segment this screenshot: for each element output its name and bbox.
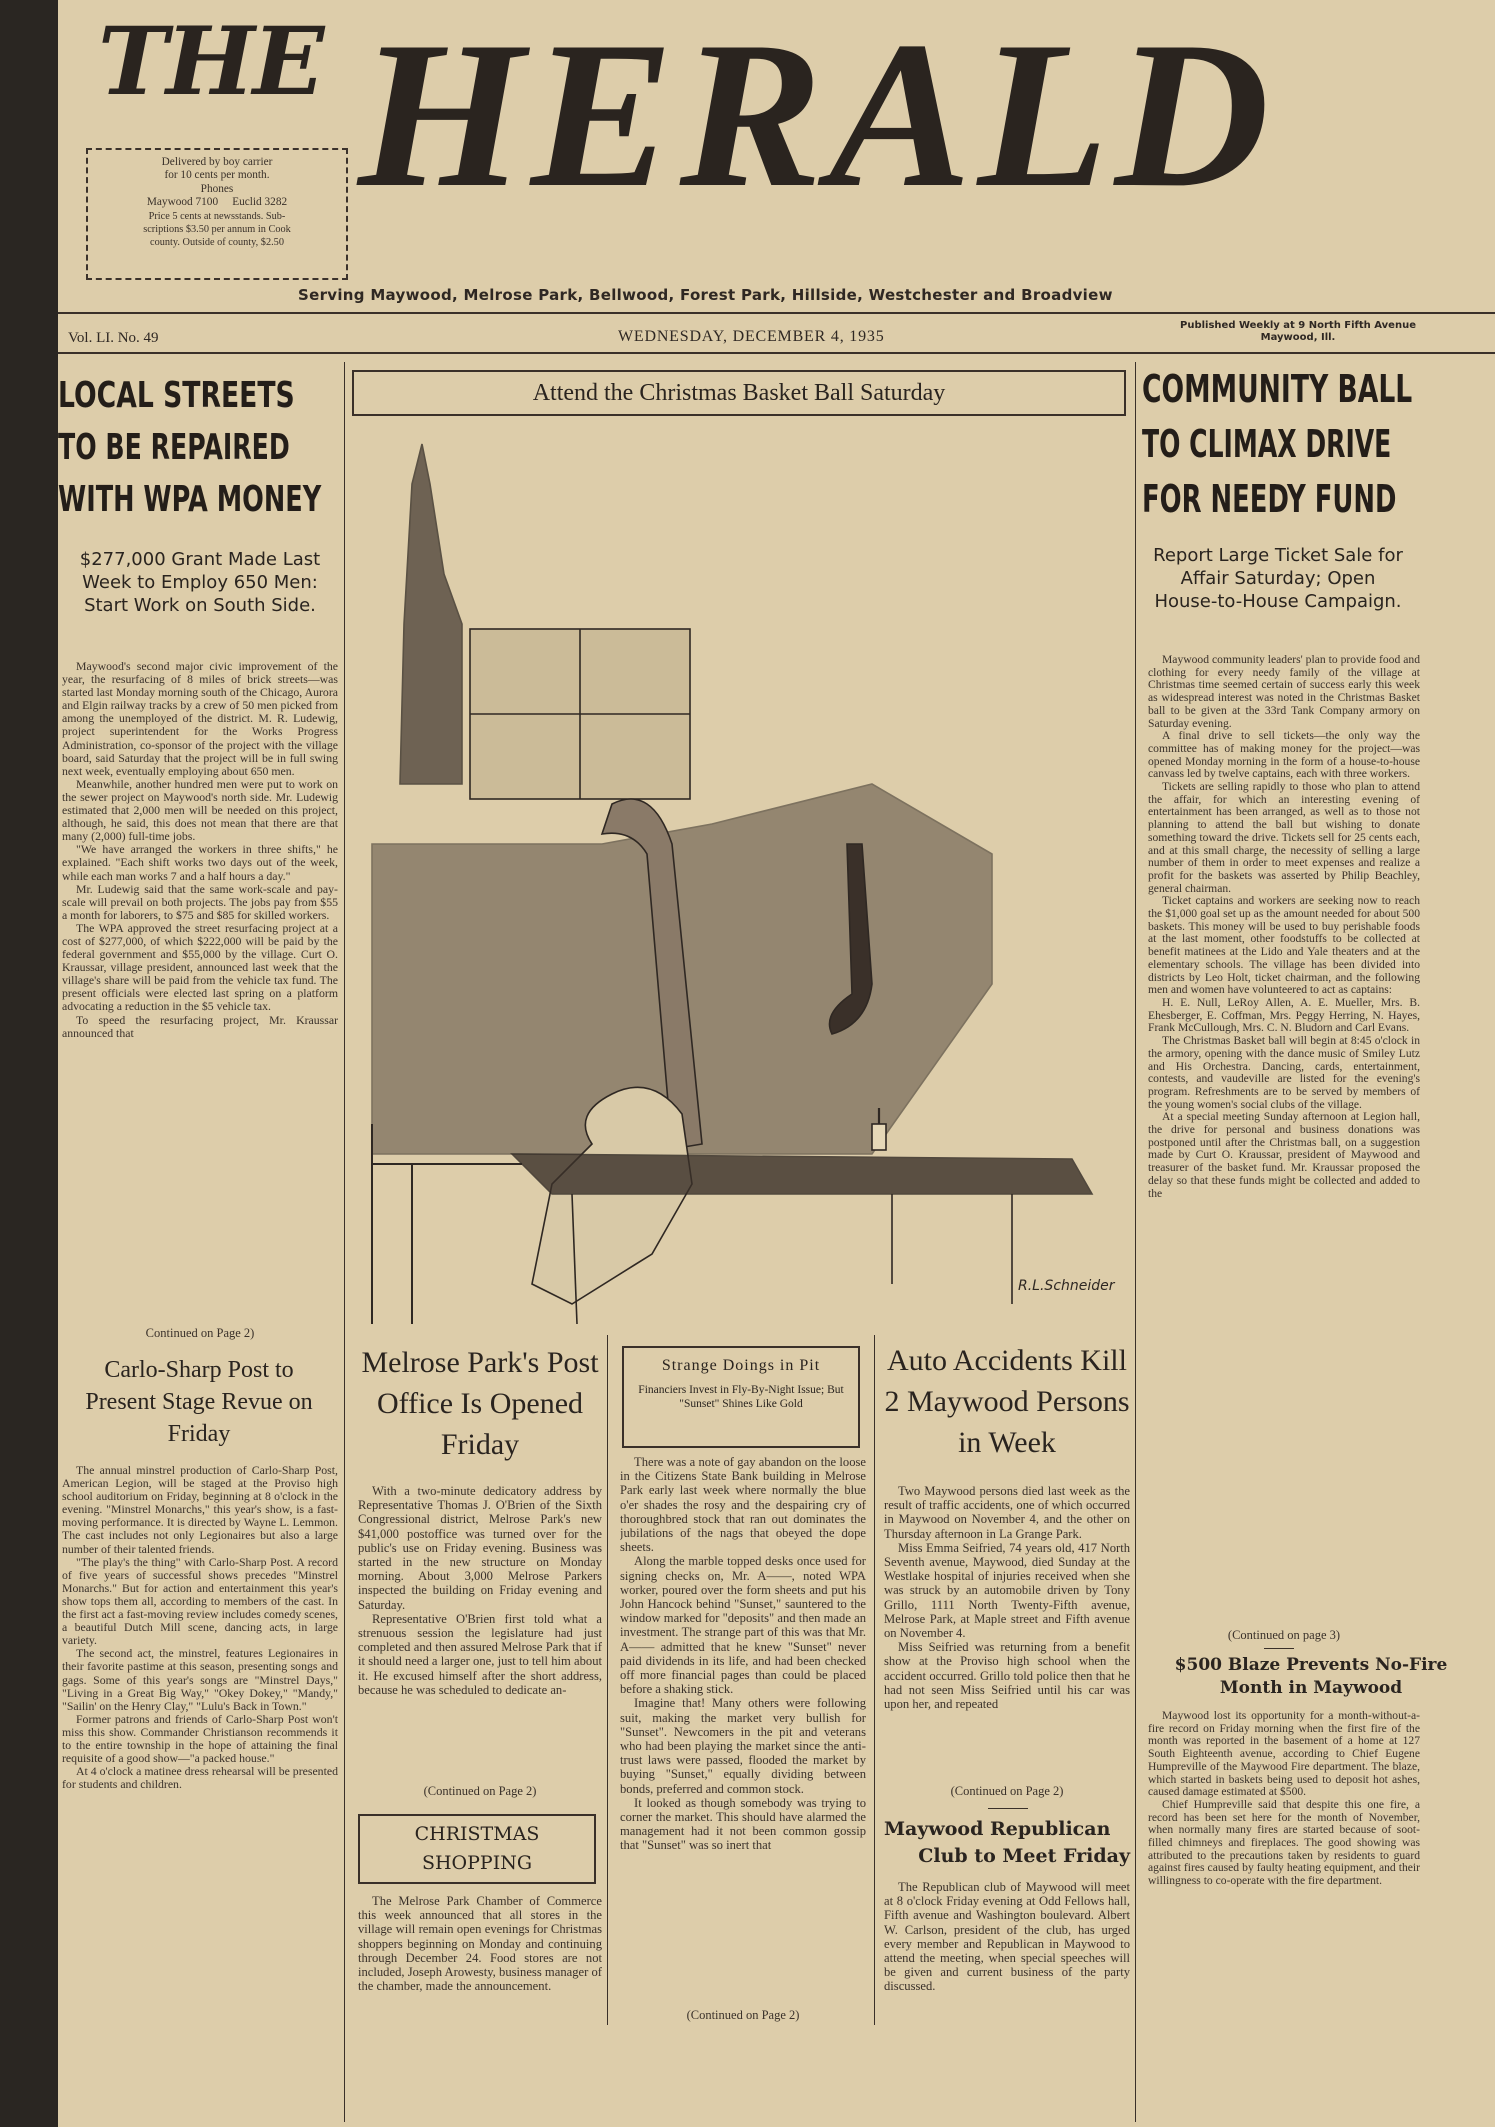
community-ball-subhead: Report Large Ticket Sale for Affair Saturday; Open House-to-House Campaign. <box>1153 545 1403 612</box>
carlo-sharp-body <box>62 1464 338 2024</box>
table-shape <box>512 1154 1092 1194</box>
issue-date: WEDNESDAY, DECEMBER 4, 1935 <box>618 328 885 345</box>
christmas-banner <box>352 370 1126 416</box>
column-rule <box>874 1335 875 2025</box>
paragraph: The second act, the minstrel, features Legionaires in their favorite pastime at this season, presenting songs and gags. Some of this year's songs are "Minstrel Days," "Living in a Great Big Way," "Okey Dokey," "Mandy," "Sailin' on the Henry Clay," "Lulu's Back in Town." <box>62 1646 338 1713</box>
subscription-line: county. Outside of county, $2.50 <box>150 237 284 249</box>
subscription-line: Maywood 7100 Euclid 3282 <box>146 196 288 209</box>
masthead-rule <box>58 312 1495 314</box>
paragraph: With a two-minute dedicatory address by Representative Thomas J. O'Brien of the Sixth Congressional district, Melrose Park's new $41,000 postoffice was turned over for the public's use on Friday evening. Business was started in the new structure on Monday morning. About 3,000 Melrose Parkers inspected the building on Friday evening and Saturday. <box>358 1484 602 1612</box>
paragraph: Miss Seifried was returning from a benefit show at the Proviso high school when the accident occurred. Grillo told police then that he had not seen Miss Seifried until his car was upon her, and repeated <box>884 1640 1130 1712</box>
paragraph: At 4 o'clock a matinee dress rehearsal will be presented for students and children. <box>62 1764 338 1792</box>
banner-text: Attend the Christmas Basket Ball Saturday <box>532 380 946 406</box>
box-line: SHOPPING <box>421 1852 533 1874</box>
artist-signature: R.L.Schneider <box>1018 1278 1115 1294</box>
paragraph: Maywood lost its opportunity for a month-without-a-fire record on Friday morning when the first fire of the month was reported in the basement of a home at 127 South Eighteenth avenue, according to Chief Eugene Humpreville of the Maywood Fire department. The blaze, which started in baskets being used to deposit hot ashes, caused damage estimated at $500. <box>1148 1710 1420 1799</box>
column-rule <box>1135 362 1136 2122</box>
headline-line: COMMUNITY BALL <box>1142 367 1413 411</box>
paragraph: Tickets are selling rapidly to those who plan to attend the affair, for which an interesting evening of entertainment has been arranged, as well as to those not planning to attend the ball but wishing to donate something toward the drive. Tickets sell for 25 cents each, and at this small charge, the necessity of selling a large number of them in order to meet expenses and realize a profit for the baskets was asserted by Philip Beachley, general chairman. <box>1148 780 1420 895</box>
republican-headline <box>884 1816 1130 1870</box>
strange-doings-box <box>622 1346 860 1448</box>
strange-continued: (Continued on Page 2) <box>686 2008 800 2022</box>
subscription-line: scriptions $3.50 per annum in Cook <box>143 224 291 236</box>
local-streets-body <box>62 660 338 1328</box>
newspaper-page <box>58 0 1495 2127</box>
melrose-body <box>358 1484 602 1784</box>
paragraph: To speed the resurfacing project, Mr. Kraussar announced that <box>62 1012 338 1040</box>
paragraph: The WPA approved the street resurfacing project at a cost of $277,000, of which $222,000 will be paid by the federal government and $55,000 by the village. Curt O. Kraussar, village president, announced last week that the village's share will be paid from the vehicle tax fund. The present officials were elected last spring on a platform advocating a reduction in the $5 vehicle tax. <box>62 920 338 1014</box>
strange-doings-body <box>620 1455 866 2015</box>
subscription-line: Phones <box>200 182 234 195</box>
community-ball-body <box>1148 654 1420 1616</box>
volume-number: Vol. LI. No. 49 <box>68 330 159 346</box>
subscription-line: Price 5 cents at newsstands. Sub- <box>148 210 286 222</box>
masthead-the: THE <box>98 7 323 117</box>
headline-line: WITH WPA MONEY <box>58 479 322 520</box>
masthead-herald: HERALD <box>358 0 1276 231</box>
paragraph: Miss Emma Seifried, 74 years old, 417 North Seventh avenue, Maywood, died Sunday at the Westlake hospital of injuries received when she was struck by an automobile driven by Tony Grillo, 1111 North Twenty-Fifth avenue, Melrose Park, at Maple street and Fifth avenue on November 4. <box>884 1540 1130 1641</box>
section-divider <box>1264 1648 1294 1649</box>
auto-accidents-body <box>884 1484 1130 1774</box>
headline-line: FOR NEEDY FUND <box>1142 477 1397 521</box>
published-line: Published Weekly at 9 North Fifth Avenue <box>1180 320 1416 331</box>
paragraph: The annual minstrel production of Carlo-Sharp Post, American Legion, will be staged at the Proviso high school auditorium on Friday, beginning at 8 o'clock in the evening. "Minstrel Monarchs," this year's show, is a fast-moving performance. It is directed by Wayne L. Lemmon. The cast includes not only Legionaires but also a large number of their talented friends. <box>62 1464 338 1556</box>
headline-line: Club to Meet Friday <box>918 1845 1130 1867</box>
republican-body: The Republican club of Maywood will meet at 8 o'clock Friday evening at Odd Fellows hall, Fifth avenue and Washington boulevard. Albert W. Carlson, president of the club, has urged every member and Republican in Maywood to attend the meeting, when special speeches will be given and current business of the party discussed. <box>884 1880 1130 1994</box>
strange-title: Strange Doings in Pit <box>661 1357 821 1374</box>
melrose-headline: Melrose Park's Post Office Is Opened Friday <box>361 1346 599 1461</box>
christmas-shopping-body: The Melrose Park Chamber of Commerce this week announced that all stores in the village will remain open evenings for Christmas shoppers beginning on Monday and continuing through December 24. Food stores are not included, Joseph Arowesty, business manager of the chamber, made the announcement. <box>358 1894 602 1994</box>
section-divider <box>988 1808 1028 1809</box>
box-line: CHRISTMAS <box>414 1823 540 1845</box>
blaze-headline: $500 Blaze Prevents No-Fire Month in Maywood <box>1174 1655 1448 1698</box>
subscription-box <box>86 148 348 280</box>
serving-line: Serving Maywood, Melrose Park, Bellwood, Forest Park, Hillside, Westchester and Broadview <box>298 286 1113 304</box>
masthead <box>58 0 1495 346</box>
paragraph: Chief Humpreville said that despite this one fire, a record has been set here for the month of November, when normally many fires are started because of soot-filled chimneys and fireplaces. The good showing was attributed to the precautions taken by residents to guard against fires caused by faulty heating equipment, and their willingness to co-operate with the fire department. <box>1148 1797 1420 1888</box>
paragraph: Imagine that! Many others were following suit, making the market very bullish for "Sunset". Newcomers in the pit and veterans who had been playing the market since the anti-trust laws were passed, flooded the market by buying "Sunset," equally dividing between bonds, preferred and common stock. <box>620 1696 866 1796</box>
illustration <box>352 424 1130 1330</box>
paragraph: A final drive to sell tickets—the only way the committee has of making money for the project—was opened Monday morning in the form of a house-to-house canvass led by twelve captains, each with three workers. <box>1148 729 1420 781</box>
steeple-shape <box>400 444 462 784</box>
paragraph: "We have arranged the workers in three shifts," he explained. "Each shift works two days out of the week, while each man works 7 and a half hours a day." <box>62 842 338 883</box>
paragraph: Along the marble topped desks once used for signing checks on, Mr. A——, noted WPA worker, poured over the form sheets and put his John Hancock behind "Sunset," sauntered to the window marked for "deposits" and then made an investment. The strange part of this was that Mr. A—— admitted that he knew "Sunset" never paid dividends in its life, and had been checked off more financial pages than could be placed before a shaking stick. <box>620 1554 866 1697</box>
paragraph: H. E. Null, LeRoy Allen, A. E. Mueller, Mrs. B. Ehesberger, E. Coffman, Mrs. Peggy Herring, N. Hayes, Frank McCullough, Mrs. C. N. Bludorn and Carl Evans. <box>1148 995 1420 1035</box>
paragraph: Meanwhile, another hundred men were put to work on the sewer project on Maywood's north side. Mr. Ludewig estimated that 2,000 men will be needed on this project, although, he said, this does not mean that there are that many (2,000) full-time jobs. <box>62 776 338 844</box>
local-streets-subhead: $277,000 Grant Made Last Week to Employ 650 Men: Start Work on South Side. <box>79 549 321 616</box>
paragraph: The Christmas Basket ball will begin at 8:45 o'clock in the armory, opening with the dance music of Smiley Lutz and His Orchestra. Dancing, cards, entertainment, contests, and vaudeville are listed for the evening's program. Refreshments are to be served by members of the young women's social clubs of the village. <box>1148 1034 1420 1111</box>
carlo-sharp-headline: Carlo-Sharp Post to Present Stage Revue on Friday <box>85 1357 313 1447</box>
headline-line: Maywood Republican <box>884 1818 1111 1840</box>
subscription-line: Delivered by boy carrier <box>161 156 273 168</box>
strange-subtitle: Financiers Invest in Fly-By-Night Issue; But "Sunset" Shines Like Gold <box>638 1384 844 1410</box>
paragraph: Maywood community leaders' plan to provide food and clothing for every needy family of the village at Christmas time seemed certain of success early this week as widespread interest was noted in the Christmas Basket ball to be given at the 33rd Tank Company armory on Saturday evening. <box>1148 654 1420 730</box>
headline-line: LOCAL STREETS <box>58 375 295 416</box>
date-rule <box>58 352 1495 354</box>
column-rule <box>607 1335 608 2025</box>
headline-line: TO BE REPAIRED <box>58 427 290 468</box>
paragraph: Mr. Ludewig said that the same work-scale and pay-scale will prevail on both projects. The jobs pay from $55 a month for laborers, to $75 and $85 for skilled workers. <box>62 881 338 922</box>
blaze-body <box>1148 1710 1420 2016</box>
paragraph: Maywood's second major civic improvement of the year, the resurfacing of 8 miles of brick streets—was started last Monday morning south of the Chicago, Aurora and Elgin railway tracks by a crew of 50 men picked from among the unemployed of the district. M. R. Ludewig, project superintendent for the Works Progress Administration, co-sponsor of the project with the village board, said Saturday that the project will be in full swing next week, eventually employing about 650 men. <box>62 660 338 778</box>
paragraph: Ticket captains and workers are seeking now to reach the $1,000 goal set up as the amount needed for about 500 baskets. This money will be used to buy perishable foods at the last moment, other foodstuffs to be collected at benefit matinees at the Lido and Yale theaters and at the elementary schools. The village has been divided into districts by Leo Holt, ticket chairman, and the following men and women have volunteered to act as captains: <box>1148 894 1420 997</box>
paragraph: It looked as though somebody was trying to corner the market. This should have alarmed the management had it not been common gossip that "Sunset" was so inert that <box>620 1795 866 1853</box>
paragraph: At a special meeting Sunday afternoon at Legion hall, the drive for personal and business donations was postponed until after the Christmas ball, on a suggestion made by Curt O. Kraussar, president of Maywood and treasurer of the basket fund. Mr. Kraussar proposed the delay so that these funds might be collected and added to the <box>1148 1110 1420 1200</box>
published-place: Maywood, Ill. <box>1260 332 1336 343</box>
subscription-line: for 10 cents per month. <box>164 169 270 182</box>
melrose-continued: (Continued on Page 2) <box>423 1784 537 1798</box>
paragraph: Two Maywood persons died last week as the result of traffic accidents, one of which occurred in Maywood on November 4, and the other on Thursday afternoon in La Grange Park. <box>884 1484 1130 1541</box>
paragraph: "The play's the thing" with Carlo-Sharp Post. A record of five years of successful shows precedes "Minstrel Monarchs." But for action and entertainment this year's show tops them all, according to members of the cast. In the first act a fast-moving review includes comedy scenes, a beautiful Dutch Mill scene, dancing acts, in large variety. <box>62 1554 338 1648</box>
auto-continued: (Continued on Page 2) <box>950 1784 1064 1798</box>
paragraph: Representative O'Brien first told what a strenuous session the legislature had just completed and then assured Melrose Park that if it should need a larger one, just to tell him about it. He excused himself after the short address, because he was scheduled to dedicate an- <box>358 1611 602 1697</box>
column-rule <box>344 362 345 2122</box>
paragraph: There was a note of gay abandon on the loose in the Citizens State Bank building in Melrose Park early last week where normally the blue o'er shades the rosy and the despairing cry of thoroughbred stock that ran out dominates the jubilations of the nags that obeyed the dope sheets. <box>620 1455 866 1555</box>
auto-accidents-headline: Auto Accidents Kill 2 Maywood Persons in Week <box>884 1344 1130 1459</box>
christmas-shopping-box <box>358 1814 596 1884</box>
community-continued: (Continued on page 3) <box>1227 1628 1341 1642</box>
local-streets-headline <box>58 370 342 526</box>
candle-shape <box>872 1124 886 1150</box>
local-streets-continued: Continued on Page 2) <box>145 1326 255 1340</box>
community-ball-headline <box>1142 362 1492 527</box>
published-info <box>1108 320 1488 344</box>
paragraph: Former patrons and friends of Carlo-Sharp Post won't miss this show. Commander Christianson recommends it to the entire township in the hope of attaining the final requisite of a good show—"a packed house." <box>62 1711 338 1766</box>
headline-line: TO CLIMAX DRIVE <box>1142 422 1392 466</box>
